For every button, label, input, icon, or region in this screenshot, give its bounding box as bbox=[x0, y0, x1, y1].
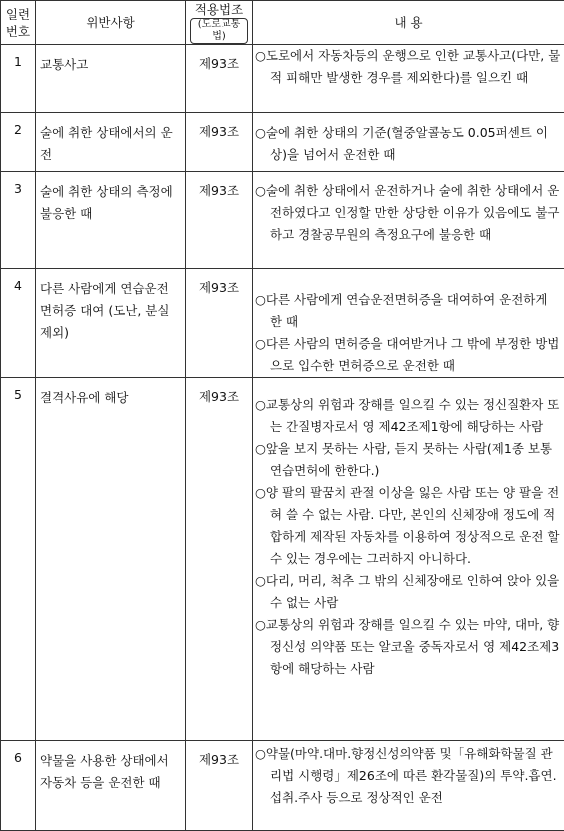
law-cell: 제93조 bbox=[186, 741, 253, 831]
header-law bbox=[186, 1, 253, 45]
header-no: 일련 번호 bbox=[1, 1, 36, 45]
table-row bbox=[1, 45, 564, 113]
violation-cell: 술에 취한 상태에서의 운전 bbox=[36, 113, 186, 172]
table-row bbox=[1, 172, 564, 269]
header-law-label: 적용법조 bbox=[195, 2, 243, 17]
content-cell bbox=[253, 113, 564, 172]
content-item: ○술에 취한 상태의 기준(혈중알콜농도 0.05퍼센트 이상)을 넘어서 운전한 때 bbox=[255, 122, 562, 166]
content-item: ○다른 사람의 면허증을 대여받거나 그 밖에 부정한 방법으로 입수한 면허증으로 운전한 때 bbox=[255, 333, 562, 377]
violation-cell: 약물을 사용한 상태에서 자동차 등을 운전한 때 bbox=[36, 741, 186, 831]
row-number: 1 bbox=[1, 45, 36, 113]
content-item: ○교통상의 위험과 장해를 일으킬 수 있는 정신질환자 또는 간질병자로서 영 제42조제1항에 해당하는 사람 bbox=[255, 394, 562, 438]
content-item: ○다른 사람에게 연습운전면허증을 대여하여 운전하게 한 때 bbox=[255, 289, 562, 333]
content-cell bbox=[253, 172, 564, 269]
header-content: 내 용 bbox=[253, 1, 564, 45]
violation-cell: 다른 사람에게 연습운전면허증 대여 (도난, 분실 제외) bbox=[36, 269, 186, 378]
row-number: 4 bbox=[1, 269, 36, 378]
table-row bbox=[1, 269, 564, 378]
content-cell bbox=[253, 45, 564, 113]
law-cell: 제93조 bbox=[186, 45, 253, 113]
content-item: ○술에 취한 상태에서 운전하거나 술에 취한 상태에서 운전하였다고 인정할 만한 상당한 이유가 있음에도 불구하고 경찰공무원의 측정요구에 불응한 때 bbox=[255, 180, 562, 246]
law-cell: 제93조 bbox=[186, 113, 253, 172]
law-cell: 제93조 bbox=[186, 172, 253, 269]
header-law-sub: (도로교통법) bbox=[190, 18, 248, 44]
content-item: ○교통상의 위험과 장해를 일으킬 수 있는 마약, 대마, 향정신성 의약품 또는 알코올 중독자로서 영 제42조제3항에 해당하는 사람 bbox=[255, 614, 562, 680]
row-number: 3 bbox=[1, 172, 36, 269]
header-row bbox=[1, 1, 564, 45]
row-number: 6 bbox=[1, 741, 36, 831]
content-item: ○앞을 보지 못하는 사람, 듣지 못하는 사람(제1종 보통연습면허에 한한다.) bbox=[255, 438, 562, 482]
content-cell bbox=[253, 378, 564, 741]
violation-cell: 술에 취한 상태의 측정에 불응한 때 bbox=[36, 172, 186, 269]
violation-cell: 교통사고 bbox=[36, 45, 186, 113]
row-number: 2 bbox=[1, 113, 36, 172]
law-cell: 제93조 bbox=[186, 378, 253, 741]
content-item: ○약물(마약.대마.향정신성의약품 및「유해화학물질 관리법 시행령」제26조에 따른 환각물질)의 투약.흡연.섭취.주사 등으로 정상적인 운전 bbox=[255, 743, 562, 809]
violation-cell: 결격사유에 해당 bbox=[36, 378, 186, 741]
table-row bbox=[1, 378, 564, 741]
content-cell bbox=[253, 741, 564, 831]
table-row bbox=[1, 741, 564, 831]
content-cell bbox=[253, 269, 564, 378]
content-item: ○양 팔의 팔꿈치 관절 이상을 잃은 사람 또는 양 팔을 전혀 쓸 수 없는 사람. 다만, 본인의 신체장애 정도에 적합하게 제작된 자동차를 이용하여 정상적으로 운전 할 수 있는 경우에는 그러하지 아니하다. bbox=[255, 482, 562, 570]
header-violation: 위반사항 bbox=[36, 1, 186, 45]
table-row bbox=[1, 113, 564, 172]
row-number: 5 bbox=[1, 378, 36, 741]
content-item: ○도로에서 자동차등의 운행으로 인한 교통사고(다만, 물적 피해만 발생한 경우를 제외한다)를 일으킨 때 bbox=[255, 45, 562, 89]
content-item: ○다리, 머리, 척추 그 밖의 신체장애로 인하여 앉아 있을 수 없는 사람 bbox=[255, 570, 562, 614]
law-cell: 제93조 bbox=[186, 269, 253, 378]
